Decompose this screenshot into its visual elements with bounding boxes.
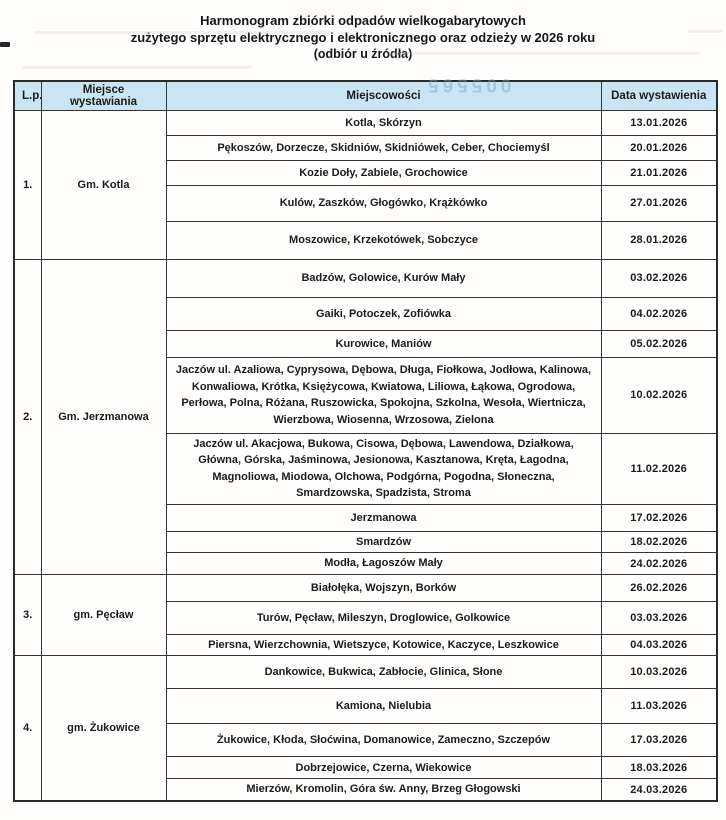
localities-cell: Kamiona, Nielubia [166,689,601,724]
localities-cell: Dankowice, Bukwica, Zabłocie, Glinica, Słone [166,656,601,689]
column-header-localities: Miejscowości [166,81,601,111]
localities-cell: Kozie Doły, Zabiele, Grochowice [166,160,601,185]
title-line-2: zużytego sprzętu elektrycznego i elektronicznego oraz odzieży w 2026 roku [130,30,596,46]
column-header-lp: L.p. [14,81,41,111]
localities-cell: Białołęka, Wojszyn, Borków [166,574,601,601]
scan-artifact-mark [0,42,10,47]
date-cell: 27.01.2026 [601,185,717,221]
localities-cell: Badzów, Golowice, Kurów Mały [166,259,601,297]
scan-streak [390,52,700,55]
lp-cell: 2. [14,259,41,574]
date-cell: 04.02.2026 [601,297,717,330]
column-header-date: Data wystawienia [601,81,717,111]
place-cell: Gm. Jerzmanowa [41,259,166,574]
date-cell: 24.03.2026 [601,779,717,801]
title-line-3: (odbiór u źródła) [313,47,413,62]
scan-streak [34,31,334,34]
localities-cell: Gaiki, Potoczek, Zofiówka [166,297,601,330]
localities-cell: Turów, Pęcław, Mileszyn, Droglowice, Golkowice [166,601,601,634]
localities-cell: Pękoszów, Dorzecze, Skidniów, Skidniówek, Ceber, Chociemyśl [166,135,601,160]
localities-cell: Jaczów ul. Azaliowa, Cyprysowa, Dębowa, Długa, Fiołkowa, Jodłowa, Kalinowa, Konwaliowa, Krótka, Księżycowa, Kwiatowa, Liliowa, Łąkowa, Ogrodowa, Perłowa, Polna, Różana, Ruszowicka, Spokojna, Szkolna, Wesoła, Wiertnicza, Wierzbowa, Wiosenna, Wrzosowa, Zielona [166,357,601,433]
date-cell: 28.01.2026 [601,221,717,259]
lp-cell: 3. [14,574,41,656]
localities-cell: Piersna, Wierzchownia, Wietszyce, Kotowice, Kaczyce, Leszkowice [166,634,601,656]
date-cell: 11.02.2026 [601,433,717,504]
localities-cell: Żukowice, Kłoda, Słoćwina, Domanowice, Zameczno, Szczepów [166,724,601,757]
date-cell: 17.02.2026 [601,504,717,531]
scan-streak [688,30,722,33]
date-cell: 03.02.2026 [601,259,717,297]
date-cell: 13.01.2026 [601,110,717,135]
place-cell: gm. Pęcław [41,574,166,656]
table-header-row [14,81,717,111]
date-cell: 10.02.2026 [601,357,717,433]
date-cell: 17.03.2026 [601,724,717,757]
title-line-1: Harmonogram zbiórki odpadów wielkogabarytowych [200,13,526,28]
lp-cell: 4. [14,656,41,801]
stamp-number-watermark: 005565 [424,74,512,95]
localities-cell: Dobrzejowice, Czerna, Wiekowice [166,757,601,779]
date-cell: 26.02.2026 [601,574,717,601]
localities-cell: Smardzów [166,531,601,553]
date-cell: 10.03.2026 [601,656,717,689]
date-cell: 24.02.2026 [601,553,717,575]
schedule-table [13,80,718,802]
localities-cell: Mierzów, Kromolin, Góra św. Anny, Brzeg Głogowski [166,779,601,801]
date-cell: 04.03.2026 [601,634,717,656]
date-cell: 18.02.2026 [601,531,717,553]
table-row [14,259,717,297]
scan-streak [22,66,252,69]
schedule-table-body [14,110,717,801]
date-cell: 18.03.2026 [601,757,717,779]
place-cell: Gm. Kotla [41,110,166,259]
table-row [14,656,717,689]
date-cell: 11.03.2026 [601,689,717,724]
date-cell: 03.03.2026 [601,601,717,634]
localities-cell: Kurowice, Maniów [166,330,601,357]
lp-cell: 1. [14,110,41,259]
table-row [14,110,717,135]
localities-cell: Modła, Łagoszów Mały [166,553,601,575]
localities-cell: Kulów, Zaszków, Głogówko, Krążkówko [166,185,601,221]
localities-cell: Jerzmanowa [166,504,601,531]
date-cell: 20.01.2026 [601,135,717,160]
table-row [14,574,717,601]
column-header-place: Miejsce wystawiania [41,81,166,111]
localities-cell: Jaczów ul. Akacjowa, Bukowa, Cisowa, Dębowa, Lawendowa, Działkowa, Główna, Górska, Jaśminowa, Jesionowa, Kasztanowa, Kręta, Łagodna, Magnoliowa, Miodowa, Olchowa, Podgórna, Pogodna, Słoneczna, Smardzowska, Spadzista, Stroma [166,433,601,504]
localities-cell: Kotla, Skórzyn [166,110,601,135]
date-cell: 05.02.2026 [601,330,717,357]
date-cell: 21.01.2026 [601,160,717,185]
place-cell: gm. Żukowice [41,656,166,801]
localities-cell: Moszowice, Krzekotówek, Sobczyce [166,221,601,259]
